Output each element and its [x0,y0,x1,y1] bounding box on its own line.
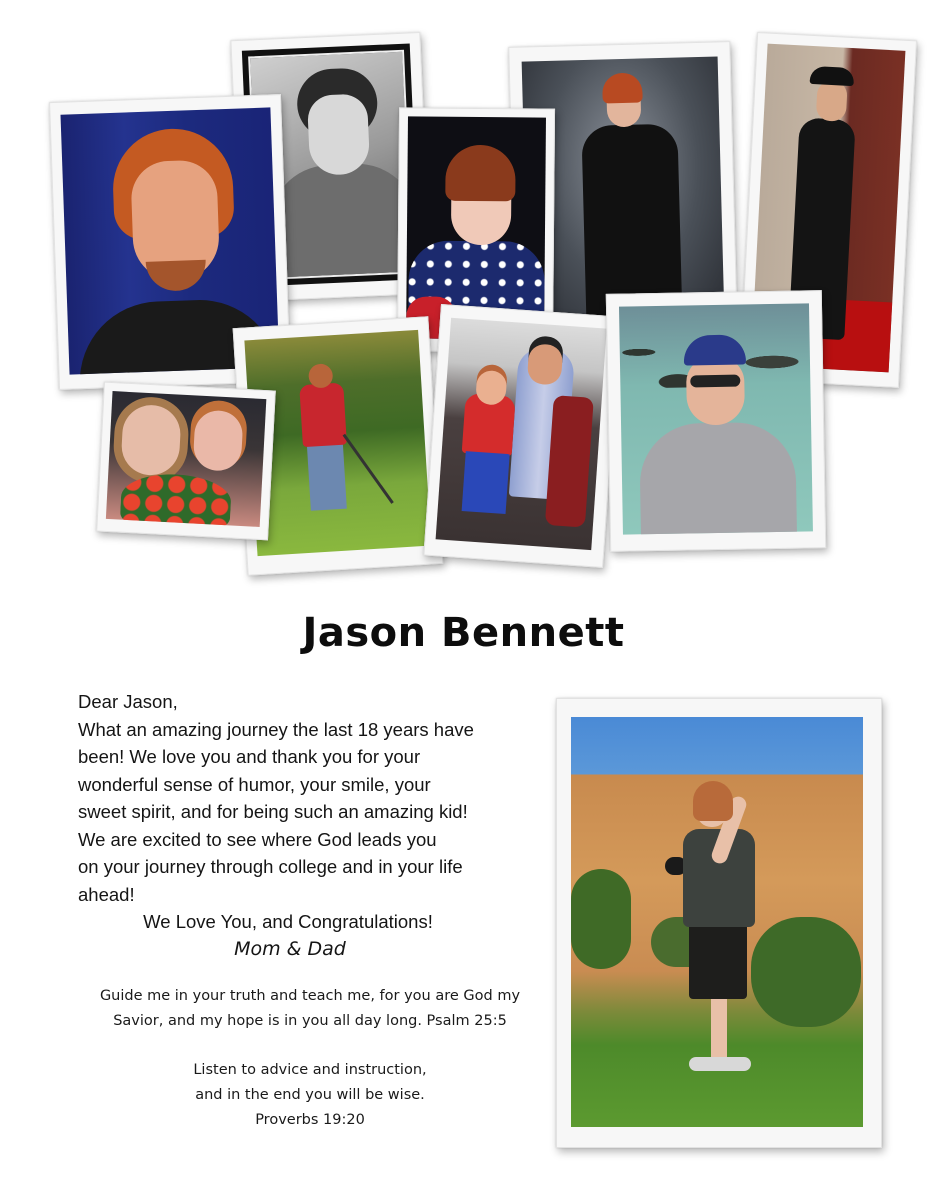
letter [78,688,538,963]
verse-line: Listen to advice and instruction, [193,1062,427,1078]
letter-greeting: Dear Jason, [78,691,178,712]
verse-proverbs [80,1058,540,1133]
letter-signature: Mom & Dad [234,937,346,960]
photo-image [106,391,266,527]
verse-line: Savior, and my hope is in you all day long. Psalm 25:5 [113,1013,507,1029]
featured-photo-golf-swing [556,698,882,1148]
letter-line: What an amazing journey the last 18 years have [78,718,474,740]
photo-mom-and-son [96,382,276,541]
verse-psalm [80,984,540,1034]
photo-image [436,318,607,550]
verse-line: Guide me in your truth and teach me, for you are God my [99,988,521,1004]
letter-line: We are excited to see where God leads you [78,828,437,850]
letter-line: sweet spirit, and for being such an amazing kid! [78,801,468,822]
letter-line: on your journey through college and in your life [78,856,463,877]
photo-image [619,303,813,534]
photo-kid-and-dad-golf [423,304,620,568]
letter-closing: We Love You, and Congratulations! [143,911,433,932]
letter-line: ahead! [78,883,135,905]
page-title: Jason Bennett [302,610,625,656]
letter-line: been! We love you and thank you for your [78,746,421,767]
photo-boy-beach-cap [606,290,826,552]
photo-image [571,717,863,1127]
letter-line: wonderful sense of humor, your smile, your [78,773,431,795]
verse-line: Proverbs 19:20 [255,1112,365,1128]
verse-line: and in the end you will be wise. [195,1087,425,1103]
